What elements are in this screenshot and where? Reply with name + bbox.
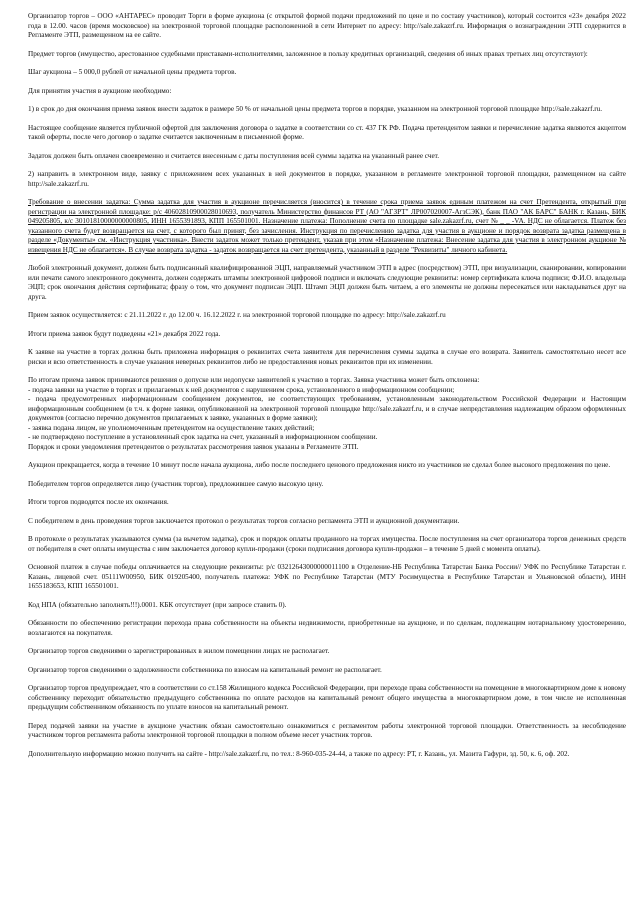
public-offer-paragraph: Настоящее сообщение является публичной офертой для заключения договора о задатке в соответствии со ст. 437 ГК РФ. Подача претендентом заявки и перечисление задатка являются акцептом такой оферты, после чего договор о задатке считается заключенным в письменной форме. (28, 123, 626, 141)
deposit-requirement-paragraph: Требование о внесении задатка: Сумма задатка для участия в аукционе перечисляется (вносится) в течение срока приема заявок единым платежом на счет Претендента, открытый при регистрации на электронной площадке: р/с 40602810900028010693, получатель Министерство финансов РТ (АО "АГЗРТ" ЛР007020007-АгзСЭК), банк ПАО "АК БАРС" БАНК г. Казань, БИК 049205805, к/с 30101810000000000805, ИНН 1655391893, КПП 165501001. Назначение платежа: Пополнение счета по площадке sale.zakazrf.ru, счет № _ _ -VA. НДС не облагается. Платеж без указанного счета будет возвращается на счет, с которого был принят, без зачисления. Инструкция по перечислению задатка для участия в аукционе и порядок возврата задатка размещена в разделе «Документы» см. «Инструкция участника». Внести задаток может только претендент, указав при этом «Назначение платежа: Внесение задатка для участия в электронном аукционе № извещения НДС не облагается». В случае возврата задатка - задаток возвращается на счет претендента, указанный в разделе "Реквизиты" личного кабинета. (28, 198, 626, 254)
regulations-paragraph: Перед подачей заявки на участие в аукционе участник обязан самостоятельно ознакомиться с регламентом работы электронной торговой площадки. Ответственность за несоблюдение участником торгов регламента работы электронной торговой площадки в полном объеме несет участник торгов. (28, 721, 626, 739)
electronic-signature-paragraph: Любой электронный документ, должен быть подписанный квалифицированной ЭЦП, направляемый участником ЭТП в адрес (посредством) ЭТП, при визуализации, сканировании, копировании или печати самого электронного документа, должен содержать штампы электронной цифровой подписи и включать следующие реквизиты: номер сертификата ключа подписи; Ф.И.О. владельца ЭЦП; срок окончания действия сертификата; фразу о том, что документ подписан ЭЦП. Штамп ЭЦП должен быть читаем, а его элементы не должны пересекаться или накладываться друг на друга. (28, 264, 626, 301)
organizer-paragraph: Организатор торгов – ООО «АНТАРЕС» проводит Торги в форме аукциона (с открытой формой подачи предложений по цене и по составу участников), который состоится «23» декабря 2022 года в 12.00. часов (время московское) на электронной торговой площадке расположенной в сети Интернет по адресу: http://sale.zakazrf.ru. Информация о вознаграждении ЭТП содержится в Регламенте ЭТП, размещенном на ее сайте. (28, 12, 626, 39)
subject-paragraph: Предмет торгов (имущество, арестованное судебными приставами-исполнителями, заложенное в пользу кредитных организаций, сведения об иных правах третьих лиц отсутствуют): (28, 49, 588, 58)
contact-info-paragraph: Дополнительную информацию можно получить на сайте - http://sale.zakazrf.ru, по тел.: 8-960-035-24-44, а также по адресу: РТ, г. Казань, ул. Мазита Гафури, зд. 50, к. 6, оф. 202. (28, 749, 570, 758)
bank-details-paragraph: К заявке на участие в торгах должна быть приложена информация о реквизитах счета заявителя для перечисления суммы задатка в случае его возврата. Заявитель самостоятельно несет все риски и всю ответственность в случае указания неверных реквизитов либо не предоставления новых реквизитов при их изменении. (28, 348, 626, 366)
application-period-paragraph: Прием заявок осуществляется: с 21.11.2022 г. до 12.00 ч. 16.12.2022 г. на электронной торговой площадке по адресу: http://sale.zakazrf.ru (28, 311, 446, 319)
protocol-paragraph: С победителем в день проведения торгов заключается протокол о результатах торгов согласно регламента ЭТП и аукционной документации. (28, 516, 460, 525)
rejection-item: - подача предусмотренных информационным сообщением документов, не соответствующих требованиям, установленным законодательством Российской Федерации и Настоящим информационным сообщением (в т.ч. к форме заявки, опубликованной на электронной торговой площадке http://sale.zakazrf.ru, и в случае непредставления надлежащим образом оформленных документов (согласно перечню документов прилагаемых к заявке, указанных в форме заявки); (28, 395, 626, 422)
rejection-item: - заявка подана лицом, не уполномоченным претендентом на осуществление таких действий; (28, 423, 315, 432)
results-summary-paragraph: Итоги торгов подводятся после их окончания. (28, 498, 169, 506)
registered-persons-paragraph: Организатор торгов сведениями о зарегистрированных в жилом помещении лицах не располагает. (28, 647, 330, 655)
application-step-paragraph: 2) направить в электронном виде, заявку с приложением всех указанных в ней документов в порядке, указанном в регламенте электронной торговой площадки, размещенном на сайте http://sale.zakazrf.ru. (28, 170, 626, 188)
npa-code-paragraph: Код НПА (обязательно заполнять!!!).0001. КБК отсутствует (при запросе ставить 0). (28, 600, 287, 609)
housing-code-warning-paragraph: Организатор торгов предупреждает, что в соответствии со ст.158 Жилищного кодекса Российской Федерации, при переходе права собственности на помещение в многоквартирном доме к новому собственнику переходит обязательство предыдущего собственника по оплате расходов на капитальный ремонт общего имущества в многоквартирном доме, в том числе не исполненная предыдущим собственником обязанность по уплате взносов на капитальный ремонт. (28, 684, 626, 711)
main-payment-paragraph: Основной платеж в случае победы оплачивается на следующие реквизиты: р/с 03212643000000011100 в Отделение-НБ Республика Татарстан Банка России// УФК по Республике Татарстан г. Казань, лицевой счет. 05111W00950, БИК 019205400, получатель платежа: УФК по Республике Татарстан (МТУ Росимущества в Республике Татарстан и Ульяновской области), ИНН 1655183653, КПП 165501001. (28, 563, 626, 590)
repair-debt-paragraph: Организатор торгов сведениями о задолженности собственника по взносам на капитальный ремонт не располагает. (28, 665, 382, 674)
auction-termination-paragraph: Аукцион прекращается, когда в течение 10 минут после начала аукциона, либо после последнего ценового предложения никто из участников не сделал более высокого предложения по цене. (28, 461, 611, 469)
registration-duties-paragraph: Обязанности по обеспечению регистрации перехода права собственности на объекты недвижимости, приобретенные на аукционе, и по сделкам, подлежащим нотариальному удостоверению, возлагаются на покупателя. (28, 619, 626, 637)
auction-step-paragraph: Шаг аукциона – 5 000,0 рублей от начальной цены предмета торгов. (28, 68, 237, 76)
application-results-paragraph: Итоги приема заявок будут подведены «21» декабря 2022 года. (28, 329, 221, 338)
rejection-intro: По итогам приема заявок принимаются решения о допуске или недопуске заявителей к участию в торгах. Заявка участника может быть отклонена: (28, 376, 480, 384)
winner-paragraph: Победителем торгов определяется лицо (участник торгов), предложившее самую высокую цену. (28, 479, 324, 488)
rejection-item: - подача заявки на участие в торгах и прилагаемых к ней документов с нарушением срока, установленного в информационном сообщении; (28, 385, 455, 394)
deposit-step-paragraph: 1) в срок до дня окончания приема заявок внести задаток в размере 50 % от начальной цены предмета торгов в порядке, указанном на электронной торговой площадке http://sale.zakazrf.ru. (28, 105, 603, 113)
protocol-contents-paragraph: В протоколе о результатах указываются сумма (за вычетом задатка), срок и порядок оплаты проданного на торгах имущества. После поступления на счет организатора торгов денежных средств от победителя в счет оплаты имущества с ним заключается договор купли-продажи (сроки подписания договора купли-продажи – в течение 5 дней с момента оплаты). (28, 535, 626, 553)
rejection-block (28, 376, 626, 452)
deposit-payment-paragraph: Задаток должен быть оплачен своевременно и считается внесенным с даты поступления всей суммы задатка на указанный ранее счет. (28, 151, 440, 160)
notification-procedure: Порядок и сроки уведомления претендентов о результатах рассмотрения заявок указаны в Регламенте ЭТП. (28, 442, 359, 451)
rejection-item: - не подтверждено поступление в установленный срок задатка на счет, указанный в информационном сообщении. (28, 433, 378, 441)
participation-heading: Для принятия участия в аукционе необходимо: (28, 86, 172, 95)
